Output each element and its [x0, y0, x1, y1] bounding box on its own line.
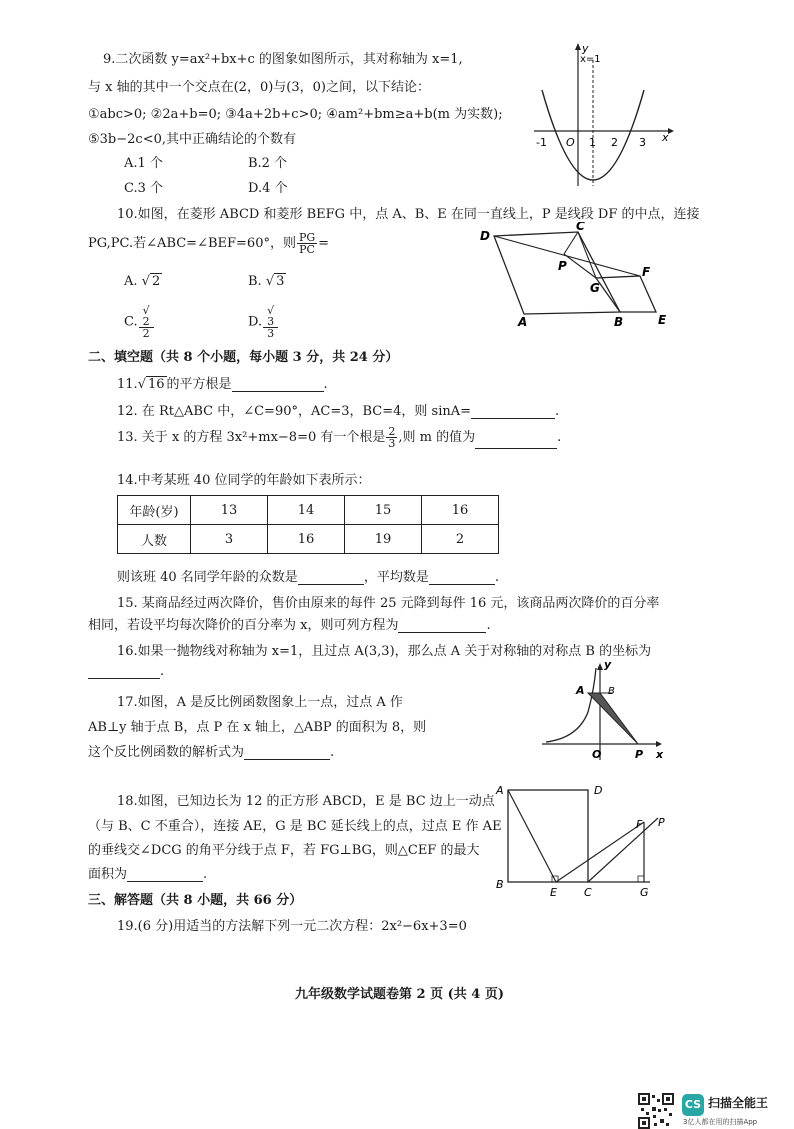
q11-sqrt: √ 16 — [137, 377, 165, 392]
q10-frac-num: PG — [298, 231, 316, 244]
q9-option-b: B.2 个 — [248, 156, 288, 171]
q9-parabola-figure — [528, 38, 676, 188]
q12 — [117, 400, 559, 419]
q18-line4-text: 面积为 — [88, 867, 128, 882]
q10-opt-c-num: √ 2 — [139, 305, 154, 328]
tick-label-2: 2 — [611, 136, 618, 149]
q10-option-b — [248, 274, 286, 289]
segment-pc — [564, 232, 578, 254]
label-c: C — [584, 886, 592, 898]
q18-square-figure — [494, 780, 674, 898]
q17-line3-text: 这个反比例函数的解析式为 — [88, 745, 245, 760]
tick-label-3: 3 — [639, 136, 646, 149]
q13-post: ,则 m 的值为 — [398, 430, 476, 445]
y-axis-label: y — [582, 42, 589, 55]
table-cell: 13 — [191, 496, 268, 525]
q9-option-c: C.3 个 — [124, 181, 164, 196]
q17-line2: AB⊥y 轴于点 B，点 P 在 x 轴上，△ABP 的面积为 8，则 — [88, 720, 427, 735]
q10-option-a — [124, 274, 162, 289]
q10-opt-a-sqrt: √ 2 — [141, 274, 161, 289]
camscanner-logo-icon: CS — [682, 1094, 704, 1116]
label-x: x — [656, 748, 664, 761]
watermark-title: 扫描全能王 — [708, 1096, 769, 1110]
label-f: F — [642, 265, 651, 279]
q14-ask-mid: ，平均数是 — [363, 570, 429, 585]
bisector-cp — [588, 818, 658, 882]
q12-text: 12. 在 Rt△ABC 中，∠C=90°，AC=3，BC=4，则 sinA= — [117, 404, 472, 419]
table-cell: 15 — [345, 496, 422, 525]
q10-line2 — [88, 232, 329, 255]
table-cell: 3 — [191, 525, 268, 554]
rhombus-befg — [596, 276, 656, 312]
q13-frac-num: 2 — [388, 425, 396, 438]
q17-end: . — [330, 745, 335, 760]
label-b: B — [608, 686, 615, 697]
table-cell: 2 — [422, 525, 499, 554]
origin-label: O — [566, 136, 575, 149]
q9-line4: ⑤3b−2c<0,其中正确结论的个数有 — [88, 132, 296, 147]
q10-line2-post: = — [318, 236, 330, 251]
q10-opt-a-label: A. — [124, 274, 138, 289]
q12-end: . — [555, 404, 560, 419]
label-e: E — [658, 313, 667, 327]
q10-opt-d-den: 3 — [267, 327, 275, 340]
q9-option-d: D.4 个 — [248, 181, 288, 196]
q16-line1: 16.如果一抛物线对称轴为 x=1，且过点 A(3,3)，那么点 A 关于对称轴的对称点 B 的坐标为 — [117, 644, 652, 659]
right-angle-g — [638, 876, 644, 882]
q18-line1: 18.如图，已知边长为 12 的正方形 ABCD，E 是 BC 边上一动点 — [117, 794, 495, 809]
q10-opt-d-label: D. — [248, 314, 263, 330]
table-row — [118, 496, 499, 525]
q10-opt-c-label: C. — [124, 314, 138, 330]
tick-label-1: 1 — [589, 136, 596, 149]
q17-answer-blank[interactable] — [244, 745, 330, 760]
q14-end: . — [494, 570, 499, 585]
q11-end: . — [323, 377, 328, 392]
label-p: P — [658, 816, 665, 829]
q13-pre: 13. 关于 x 的方程 3x²+mx−8=0 有一个根是 — [117, 430, 386, 445]
q15-line2-text: 相同，若设平均每次降价的百分率为 x，则可列方程为 — [88, 618, 399, 633]
hyperbola-branch — [546, 668, 596, 742]
q10-line2-pre: PG,PC.若∠ABC=∠BEF=60°，则 — [88, 236, 296, 251]
label-c: C — [576, 222, 585, 233]
q10-opt-c-den: 2 — [142, 327, 150, 340]
q13-fraction — [386, 426, 397, 449]
q11-pre: 11. — [117, 377, 138, 392]
q10-opt-c-radicand: 2 — [142, 315, 150, 328]
label-b: B — [496, 878, 504, 891]
q14-ask — [117, 566, 499, 585]
page-footer: 九年级数学试题卷第 2 页 (共 4 页) — [295, 987, 505, 1002]
label-b: B — [614, 315, 624, 328]
q9-option-a: A.1 个 — [124, 156, 163, 171]
q10-opt-a-radicand: 2 — [151, 274, 161, 289]
q13-frac-den: 3 — [388, 437, 396, 450]
rhombus-abcd — [494, 232, 620, 314]
q14-intro: 14.中考某班 40 位同学的年龄如下表所示： — [117, 473, 371, 488]
label-g: G — [590, 281, 600, 295]
q12-answer-blank[interactable] — [471, 404, 555, 419]
x-axis-arrow — [656, 741, 662, 747]
table-row — [118, 525, 499, 554]
q10-opt-b-radicand: 3 — [276, 274, 285, 289]
segment-ae — [508, 790, 556, 882]
q14-mean-blank[interactable] — [429, 570, 495, 585]
q10-rhombus-figure — [476, 222, 672, 328]
label-p: P — [635, 748, 644, 761]
q10-opt-d-radicand: 3 — [267, 315, 275, 328]
q16-answer-blank[interactable] — [88, 664, 160, 679]
q15-answer-blank[interactable] — [398, 618, 486, 633]
q14-mode-blank[interactable] — [298, 570, 364, 585]
qr-code-icon — [638, 1093, 674, 1129]
label-e: E — [550, 886, 557, 898]
q14-ask-pre: 则该班 40 名同学年龄的众数是 — [117, 570, 298, 585]
label-d: D — [480, 229, 490, 243]
q11-answer-blank[interactable] — [232, 377, 324, 392]
table-cell: 16 — [268, 525, 345, 554]
q10-opt-d-fraction — [263, 305, 278, 339]
q15-line2 — [88, 614, 491, 633]
q18-line3: 的垂线交∠DCG 的角平分线于点 F，若 FG⊥BG，则△CEF 的最大 — [88, 843, 480, 858]
section-2-heading: 二、填空题（共 8 个小题，每小题 3 分，共 24 分） — [88, 350, 399, 365]
q17-line3 — [88, 741, 334, 760]
q9-line1: 9.二次函数 y=ax²+bx+c 的图象如图所示，其对称轴为 x=1, — [103, 52, 463, 67]
q14-age-table — [117, 495, 499, 554]
y-axis-arrow — [597, 663, 603, 670]
q13-end: . — [557, 430, 562, 445]
q10-opt-d-num: √ 3 — [263, 305, 278, 328]
q15-end: . — [486, 618, 491, 633]
q18-answer-blank[interactable] — [127, 867, 203, 882]
q16-answer — [88, 664, 164, 679]
label-o: O — [592, 748, 602, 761]
table-cell: 人数 — [118, 525, 191, 554]
segment-ef — [556, 822, 644, 882]
q13-answer-blank[interactable] — [475, 434, 557, 449]
watermark-subtitle: 3亿人都在用的扫描App — [683, 1118, 758, 1126]
q18-end: . — [203, 867, 208, 882]
q10-opt-b-sqrt: √ 3 — [265, 274, 285, 289]
q10-fraction — [297, 232, 317, 255]
shaded-triangle-abp — [588, 693, 638, 744]
label-y: y — [604, 660, 612, 671]
table-cell: 年龄(岁) — [118, 496, 191, 525]
q10-option-d — [248, 305, 279, 339]
table-cell: 16 — [422, 496, 499, 525]
section-3-heading: 三、解答题（共 8 小题，共 66 分） — [88, 893, 303, 908]
q10-line1: 10.如图，在菱形 ABCD 和菱形 BEFG 中，点 A、B、E 在同一直线上，P 是线段 DF 的中点，连接 — [117, 207, 700, 222]
label-p: P — [558, 259, 567, 273]
q9-line2: 与 x 轴的其中一个交点在(2，0)与(3，0)之间，以下结论： — [88, 80, 430, 95]
q10-option-c — [124, 305, 155, 339]
table-cell: 14 — [268, 496, 345, 525]
x-axis-label: x — [662, 131, 669, 144]
q18-line2: （与 B、C 不重合），连接 AE，G 是 BC 延长线上的点，过点 E 作 AE — [88, 819, 502, 834]
q11-post: 的平方根是 — [166, 377, 232, 392]
label-f: F — [636, 818, 643, 831]
q10-opt-c-fraction — [139, 305, 154, 339]
q19: 19.(6 分)用适当的方法解下列一元二次方程：2x²−6x+3=0 — [117, 919, 467, 934]
q16-end: . — [160, 664, 165, 679]
q18-line4 — [88, 863, 207, 882]
q11 — [117, 373, 328, 392]
x-axis-arrow — [668, 128, 674, 134]
q10-opt-b-label: B. — [248, 274, 262, 289]
label-a: A — [518, 315, 528, 328]
q17-inverse-function-figure — [538, 660, 666, 764]
label-a: A — [496, 784, 504, 797]
label-g: G — [640, 886, 649, 898]
q17-line1: 17.如图，A 是反比例函数图象上一点，过点 A 作 — [117, 695, 403, 710]
symmetry-label: x=1 — [580, 54, 601, 65]
label-d: D — [594, 784, 603, 797]
tick-label-neg1: -1 — [536, 136, 547, 149]
label-a: A — [576, 684, 585, 697]
table-cell: 19 — [345, 525, 422, 554]
q11-radicand: 16 — [147, 377, 165, 392]
q9-line3: ①abc>0; ②2a+b=0; ③4a+2b+c>0; ④am²+bm≥a+b(m 为实数); — [88, 107, 503, 122]
q10-frac-den: PC — [299, 243, 315, 256]
y-axis-arrow — [575, 43, 581, 50]
q15-line1: 15. 某商品经过两次降价，售价由原来的每件 25 元降到每件 16 元，该商品两次降价的百分率 — [117, 596, 660, 611]
q13 — [117, 426, 561, 449]
